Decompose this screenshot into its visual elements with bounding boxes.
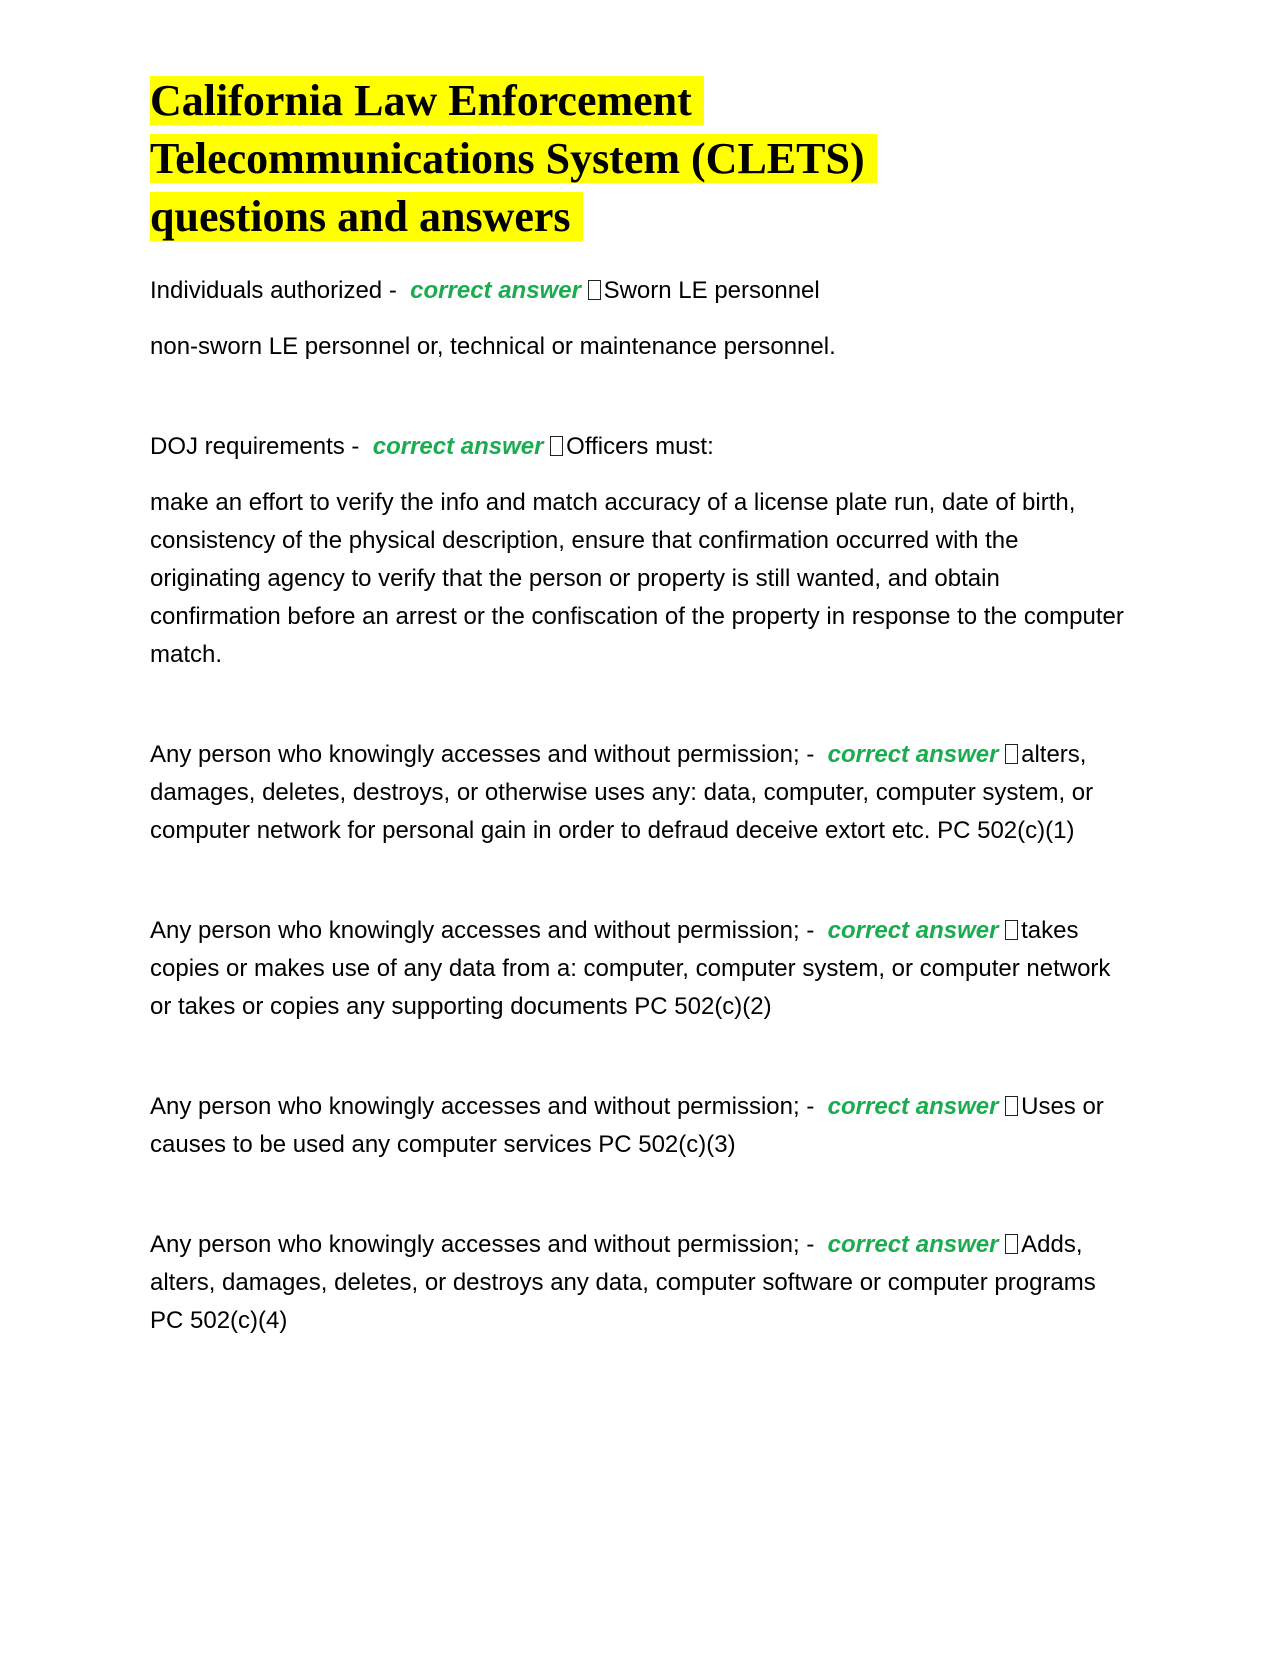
qa-line bbox=[150, 272, 1130, 310]
correct-answer-label: correct answer bbox=[827, 741, 999, 768]
qa-entry-4 bbox=[150, 912, 1130, 1026]
qa-line bbox=[150, 1088, 1130, 1164]
answer-text: Officers must: bbox=[566, 433, 714, 460]
document-title bbox=[150, 72, 990, 246]
answer-text: takes copies or makes use of any data from a: computer, computer system, or computer network or takes or copies any supporting documents PC 502(c)(2) bbox=[150, 917, 1111, 1020]
question-text: DOJ requirements - bbox=[150, 433, 360, 460]
missing-glyph-icon bbox=[588, 280, 601, 300]
question-text: Any person who knowingly accesses and without permission; - bbox=[150, 741, 815, 768]
qa-entry-6 bbox=[150, 1226, 1130, 1340]
qa-line bbox=[150, 736, 1130, 850]
answer-continuation-1: non-sworn LE personnel or, technical or maintenance personnel. bbox=[150, 333, 836, 360]
answer-continuation-2: make an effort to verify the info and match accuracy of a license plate run, date of birth, consistency of the physical description, ensure that confirmation occurred with the originating agency to verify that the person or property is still wanted, and obtain confirmation before an arrest or the confiscation of the property in response to the computer match. bbox=[150, 489, 1124, 668]
correct-answer-label: correct answer bbox=[827, 1093, 999, 1120]
document-page bbox=[150, 72, 1130, 1340]
question-text: Any person who knowingly accesses and without permission; - bbox=[150, 1231, 815, 1258]
question-text: Individuals authorized - bbox=[150, 277, 397, 304]
qa-entry-2 bbox=[150, 428, 1130, 466]
correct-answer-label: correct answer bbox=[372, 433, 544, 460]
missing-glyph-icon bbox=[550, 436, 563, 456]
missing-glyph-icon bbox=[1005, 744, 1018, 764]
qa-line bbox=[150, 1226, 1130, 1340]
correct-answer-label: correct answer bbox=[827, 1231, 999, 1258]
missing-glyph-icon bbox=[1005, 1234, 1018, 1254]
answer-text: Sworn LE personnel bbox=[603, 277, 820, 304]
qa-entry-3 bbox=[150, 736, 1130, 850]
answer-text: alters, damages, deletes, destroys, or otherwise uses any: data, computer, computer system, or computer network for personal gain in order to defraud deceive extort etc. PC 502(c)(1) bbox=[150, 741, 1094, 844]
qa-line bbox=[150, 912, 1130, 1026]
missing-glyph-icon bbox=[1005, 920, 1018, 940]
correct-answer-label: correct answer bbox=[410, 277, 581, 304]
title-highlight: California Law Enforcement Telecommunications System (CLETS) questions and answers bbox=[150, 76, 877, 241]
answer-text: Uses or causes to be used any computer services PC 502(c)(3) bbox=[150, 1093, 1104, 1158]
correct-answer-label: correct answer bbox=[827, 917, 999, 944]
qa-entry-1 bbox=[150, 272, 1130, 310]
qa-line bbox=[150, 428, 1130, 466]
question-text: Any person who knowingly accesses and without permission; - bbox=[150, 1093, 815, 1120]
qa-entry-5 bbox=[150, 1088, 1130, 1164]
question-text: Any person who knowingly accesses and without permission; - bbox=[150, 917, 815, 944]
missing-glyph-icon bbox=[1005, 1096, 1018, 1116]
answer-text: Adds, alters, damages, deletes, or destroys any data, computer software or computer programs PC 502(c)(4) bbox=[150, 1231, 1096, 1334]
